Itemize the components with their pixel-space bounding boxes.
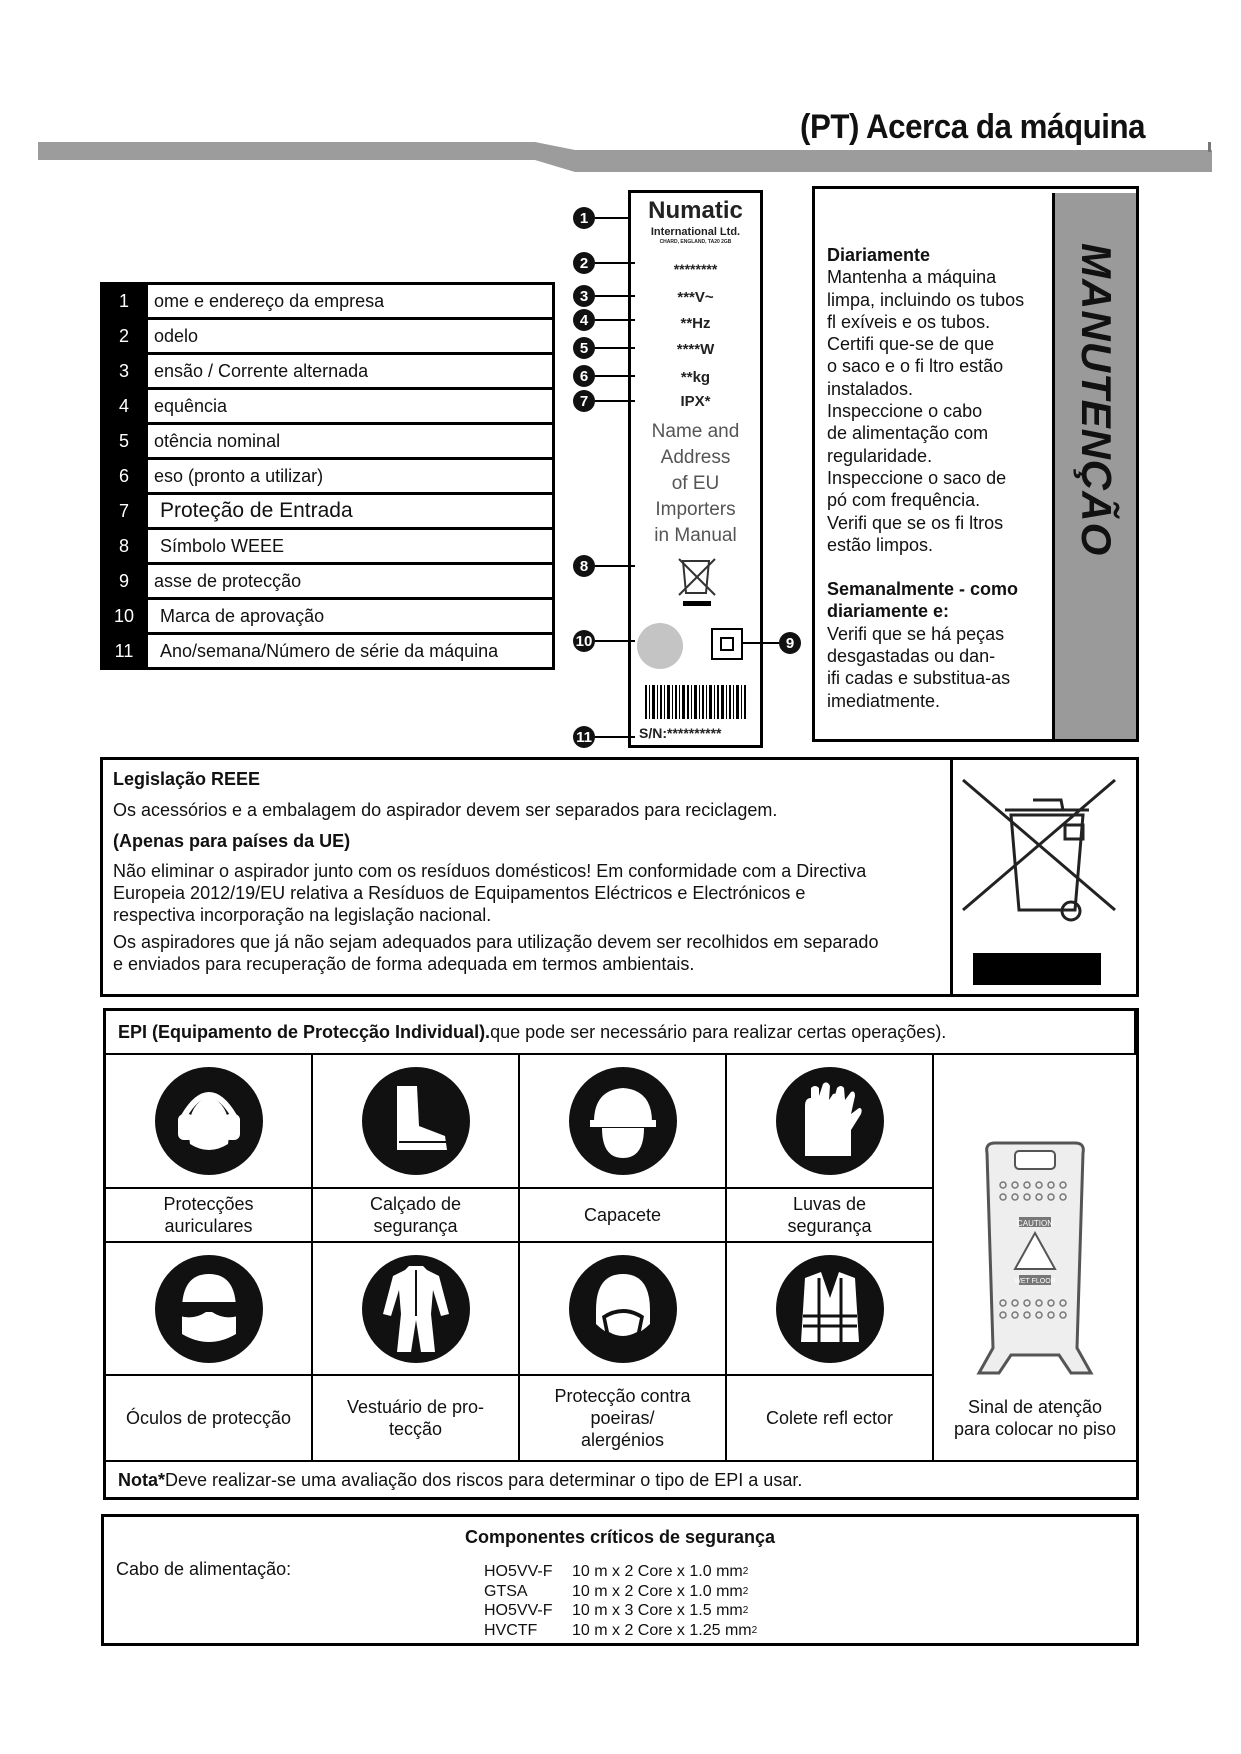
callout-line	[595, 640, 635, 642]
safety-components-box	[101, 1514, 1139, 1646]
callout-line	[595, 347, 635, 349]
callout-3: 3	[573, 285, 595, 307]
legend-row	[100, 562, 555, 597]
plate-model: ********	[673, 261, 718, 277]
legend-number: 6	[100, 460, 148, 492]
callout-6: 6	[573, 365, 595, 387]
ppe-cell	[106, 1243, 313, 1376]
plate-serial: S/N:**********	[639, 725, 722, 741]
callout-9: 9	[779, 632, 801, 654]
legend-label: ensão / Corrente alternada	[154, 360, 369, 381]
ppe-cell	[727, 1055, 934, 1189]
ear-protection-icon	[154, 1066, 264, 1176]
barcode	[645, 685, 749, 719]
weee-bin-icon	[953, 760, 1136, 994]
ppe-note: Nota* Deve realizar-se uma avaliação dos riscos para determinar o tipo de EPI a usar.	[118, 1469, 803, 1490]
weee-paragraph: Não eliminar o aspirador junto com os resíduos domésticos! Em conformidade com a Directiva Europeia 2012/19/EU relativa a Resíduos de Equipamentos Eléctricos e Electrónicos e respectiva incorporação na legislação nacional.	[113, 861, 867, 925]
maintenance-vertical-title: MANUTENÇÃO	[1072, 243, 1120, 557]
callout-7: 7	[573, 390, 595, 412]
safety-boots-icon	[361, 1066, 471, 1176]
legend-label: Proteção de Entrada	[160, 499, 353, 522]
plate-voltage: ***V~	[677, 289, 714, 306]
cable-label: Cabo de alimentação:	[116, 1559, 292, 1579]
plate-power: ****W	[676, 341, 715, 358]
svg-text:CAUTION: CAUTION	[1017, 1218, 1053, 1228]
ppe-label: Protecção contra poeiras/ alergénios	[520, 1376, 727, 1462]
cable-specs	[484, 1562, 757, 1640]
ppe-cell	[520, 1243, 727, 1376]
plate-address: CHARD, ENGLAND, TA20 2GB	[659, 239, 732, 245]
callout-line	[595, 319, 635, 321]
ppe-title: EPI (Equipamento de Protecção Individual). que pode ser necessário para realizar certas operações).	[106, 1011, 1136, 1055]
callout-line	[595, 217, 628, 219]
legend-row	[100, 387, 555, 422]
cable-spec-row: GTSA 10 m x 2 Core x 1.0 mm 2	[484, 1582, 749, 1600]
legend-table	[100, 282, 555, 670]
legend-number: 1	[100, 285, 148, 317]
weee-paragraph: Os acessórios e a embalagem do aspirador devem ser separados para reciclagem.	[113, 800, 778, 820]
legend-row	[100, 282, 555, 317]
legend-row	[100, 317, 555, 352]
plate-weight: **kg	[680, 369, 711, 386]
gloves-icon	[775, 1066, 885, 1176]
legend-row	[100, 527, 555, 562]
legend-number: 7	[100, 495, 148, 527]
callout-5: 5	[573, 337, 595, 359]
plate-company: International Ltd.	[650, 226, 741, 238]
ppe-label: Capacete	[520, 1189, 727, 1243]
vest-icon	[775, 1254, 885, 1364]
cable-spec-row: HVCTF 10 m x 2 Core x 1.25 mm 2	[484, 1621, 758, 1639]
legend-label: eso (pronto a utilizar)	[154, 465, 324, 486]
class2-symbol	[711, 628, 743, 660]
svg-text:WET FLOOR: WET FLOOR	[1014, 1277, 1056, 1285]
ppe-label: Colete refl ector	[727, 1376, 934, 1462]
ppe-cell	[313, 1243, 520, 1376]
ppe-label: Óculos de protecção	[106, 1376, 313, 1462]
ppe-cell	[313, 1055, 520, 1189]
callout-line	[595, 565, 635, 567]
legend-number: 3	[100, 355, 148, 387]
legend-label: Marca de aprovação	[160, 605, 325, 626]
legend-number: 8	[100, 530, 148, 562]
cable-spec-row: HO5VV-F 10 m x 3 Core x 1.5 mm 2	[484, 1602, 749, 1619]
ppe-cell	[106, 1055, 313, 1189]
callout-4: 4	[573, 309, 595, 331]
weee-paragraph: Os aspiradores que já não sejam adequados para utilização devem ser recolhidos em separado e enviados para recuperação de forma adequada em termos ambientais.	[113, 932, 879, 974]
callout-line	[595, 400, 635, 402]
approval-mark	[637, 623, 683, 669]
legend-number: 2	[100, 320, 148, 352]
maintenance-text: Diariamente Mantenha a máquina limpa, incluindo os tubos fl exíveis e os tubos. Certifi que-se de que o saco e o fi ltro estão instalados. Inspeccione o cabo de alimentação com regularidade. Inspeccione o saco de pó com frequência. Verifi que se os fi ltros estão limpos. Semanalmente - como diariamente e: Verifi que se há peças desgastadas ou dan- ifi cadas e substitua-as imediatmente.	[827, 244, 1047, 712]
plate-ipx: IPX*	[680, 393, 711, 410]
weee-bin-small-icon	[675, 555, 719, 611]
callout-8: 8	[573, 555, 595, 577]
legend-label: ome e endereço da empresa	[154, 290, 385, 311]
legend-label: odelo	[154, 325, 199, 346]
header-bar	[0, 0, 1241, 180]
legend-row	[100, 422, 555, 457]
legend-label: otência nominal	[154, 430, 281, 451]
cable-spec-row: HO5VV-F 10 m x 2 Core x 1.0 mm 2	[484, 1563, 749, 1580]
weekly-title: Semanalmente - como diariamente e:	[827, 579, 1019, 622]
maintenance-box	[812, 186, 1139, 742]
ppe-table	[103, 1008, 1139, 1500]
legend-label: asse de protecção	[154, 570, 302, 591]
legend-label: equência	[154, 395, 228, 416]
callout-line	[595, 262, 635, 264]
goggles-icon	[154, 1254, 264, 1364]
callout-2: 2	[573, 252, 595, 274]
weee-eu-note: (Apenas para países da UE)	[113, 831, 351, 851]
ppe-label: Protecções auriculares	[106, 1189, 313, 1243]
weee-icon-cell	[950, 760, 1136, 994]
ppe-label: Sinal de atenção para colocar no piso	[934, 1376, 1136, 1462]
dust-mask-icon	[568, 1254, 678, 1364]
legend-number: 5	[100, 425, 148, 457]
ppe-cell	[520, 1055, 727, 1189]
weee-title: Legislação REEE	[113, 769, 261, 789]
callout-11: 11	[573, 726, 595, 748]
plate-frequency: **Hz	[680, 315, 711, 332]
legend-row	[100, 597, 555, 632]
legend-row	[100, 632, 555, 667]
callout-line	[595, 736, 635, 738]
callout-line	[742, 642, 779, 644]
maintenance-side-panel	[1052, 193, 1136, 739]
legend-number: 4	[100, 390, 148, 422]
ppe-label: Calçado de segurança	[313, 1189, 520, 1243]
callout-10: 10	[573, 630, 595, 652]
ppe-label: Luvas de segurança	[727, 1189, 934, 1243]
daily-title: Diariamente	[827, 245, 931, 265]
callout-line	[595, 295, 635, 297]
plate-importers: Name and Address of EU Importers in Manual	[651, 421, 740, 546]
legend-row	[100, 492, 555, 527]
rating-plate	[628, 190, 763, 748]
components-title: Componentes críticos de segurança	[464, 1527, 776, 1547]
callout-1: 1	[573, 207, 595, 229]
wet-floor-sign-icon	[975, 1133, 1095, 1383]
legend-row	[100, 352, 555, 387]
legend-label: Ano/semana/Número de série da máquina	[160, 640, 499, 661]
legend-number: 9	[100, 565, 148, 597]
legend-row	[100, 457, 555, 492]
legend-number: 10	[100, 600, 148, 632]
page-title: (PT) Acerca da máquina	[800, 108, 1146, 146]
weee-box	[100, 757, 1139, 997]
coverall-icon	[361, 1254, 471, 1364]
helmet-icon	[568, 1066, 678, 1176]
legend-number: 11	[100, 635, 148, 667]
callout-line	[595, 375, 635, 377]
ppe-cell	[727, 1243, 934, 1376]
ppe-label: Vestuário de pro- tecção	[313, 1376, 520, 1462]
legend-label: Símbolo WEEE	[160, 535, 285, 556]
plate-brand: Numatic	[648, 197, 743, 224]
